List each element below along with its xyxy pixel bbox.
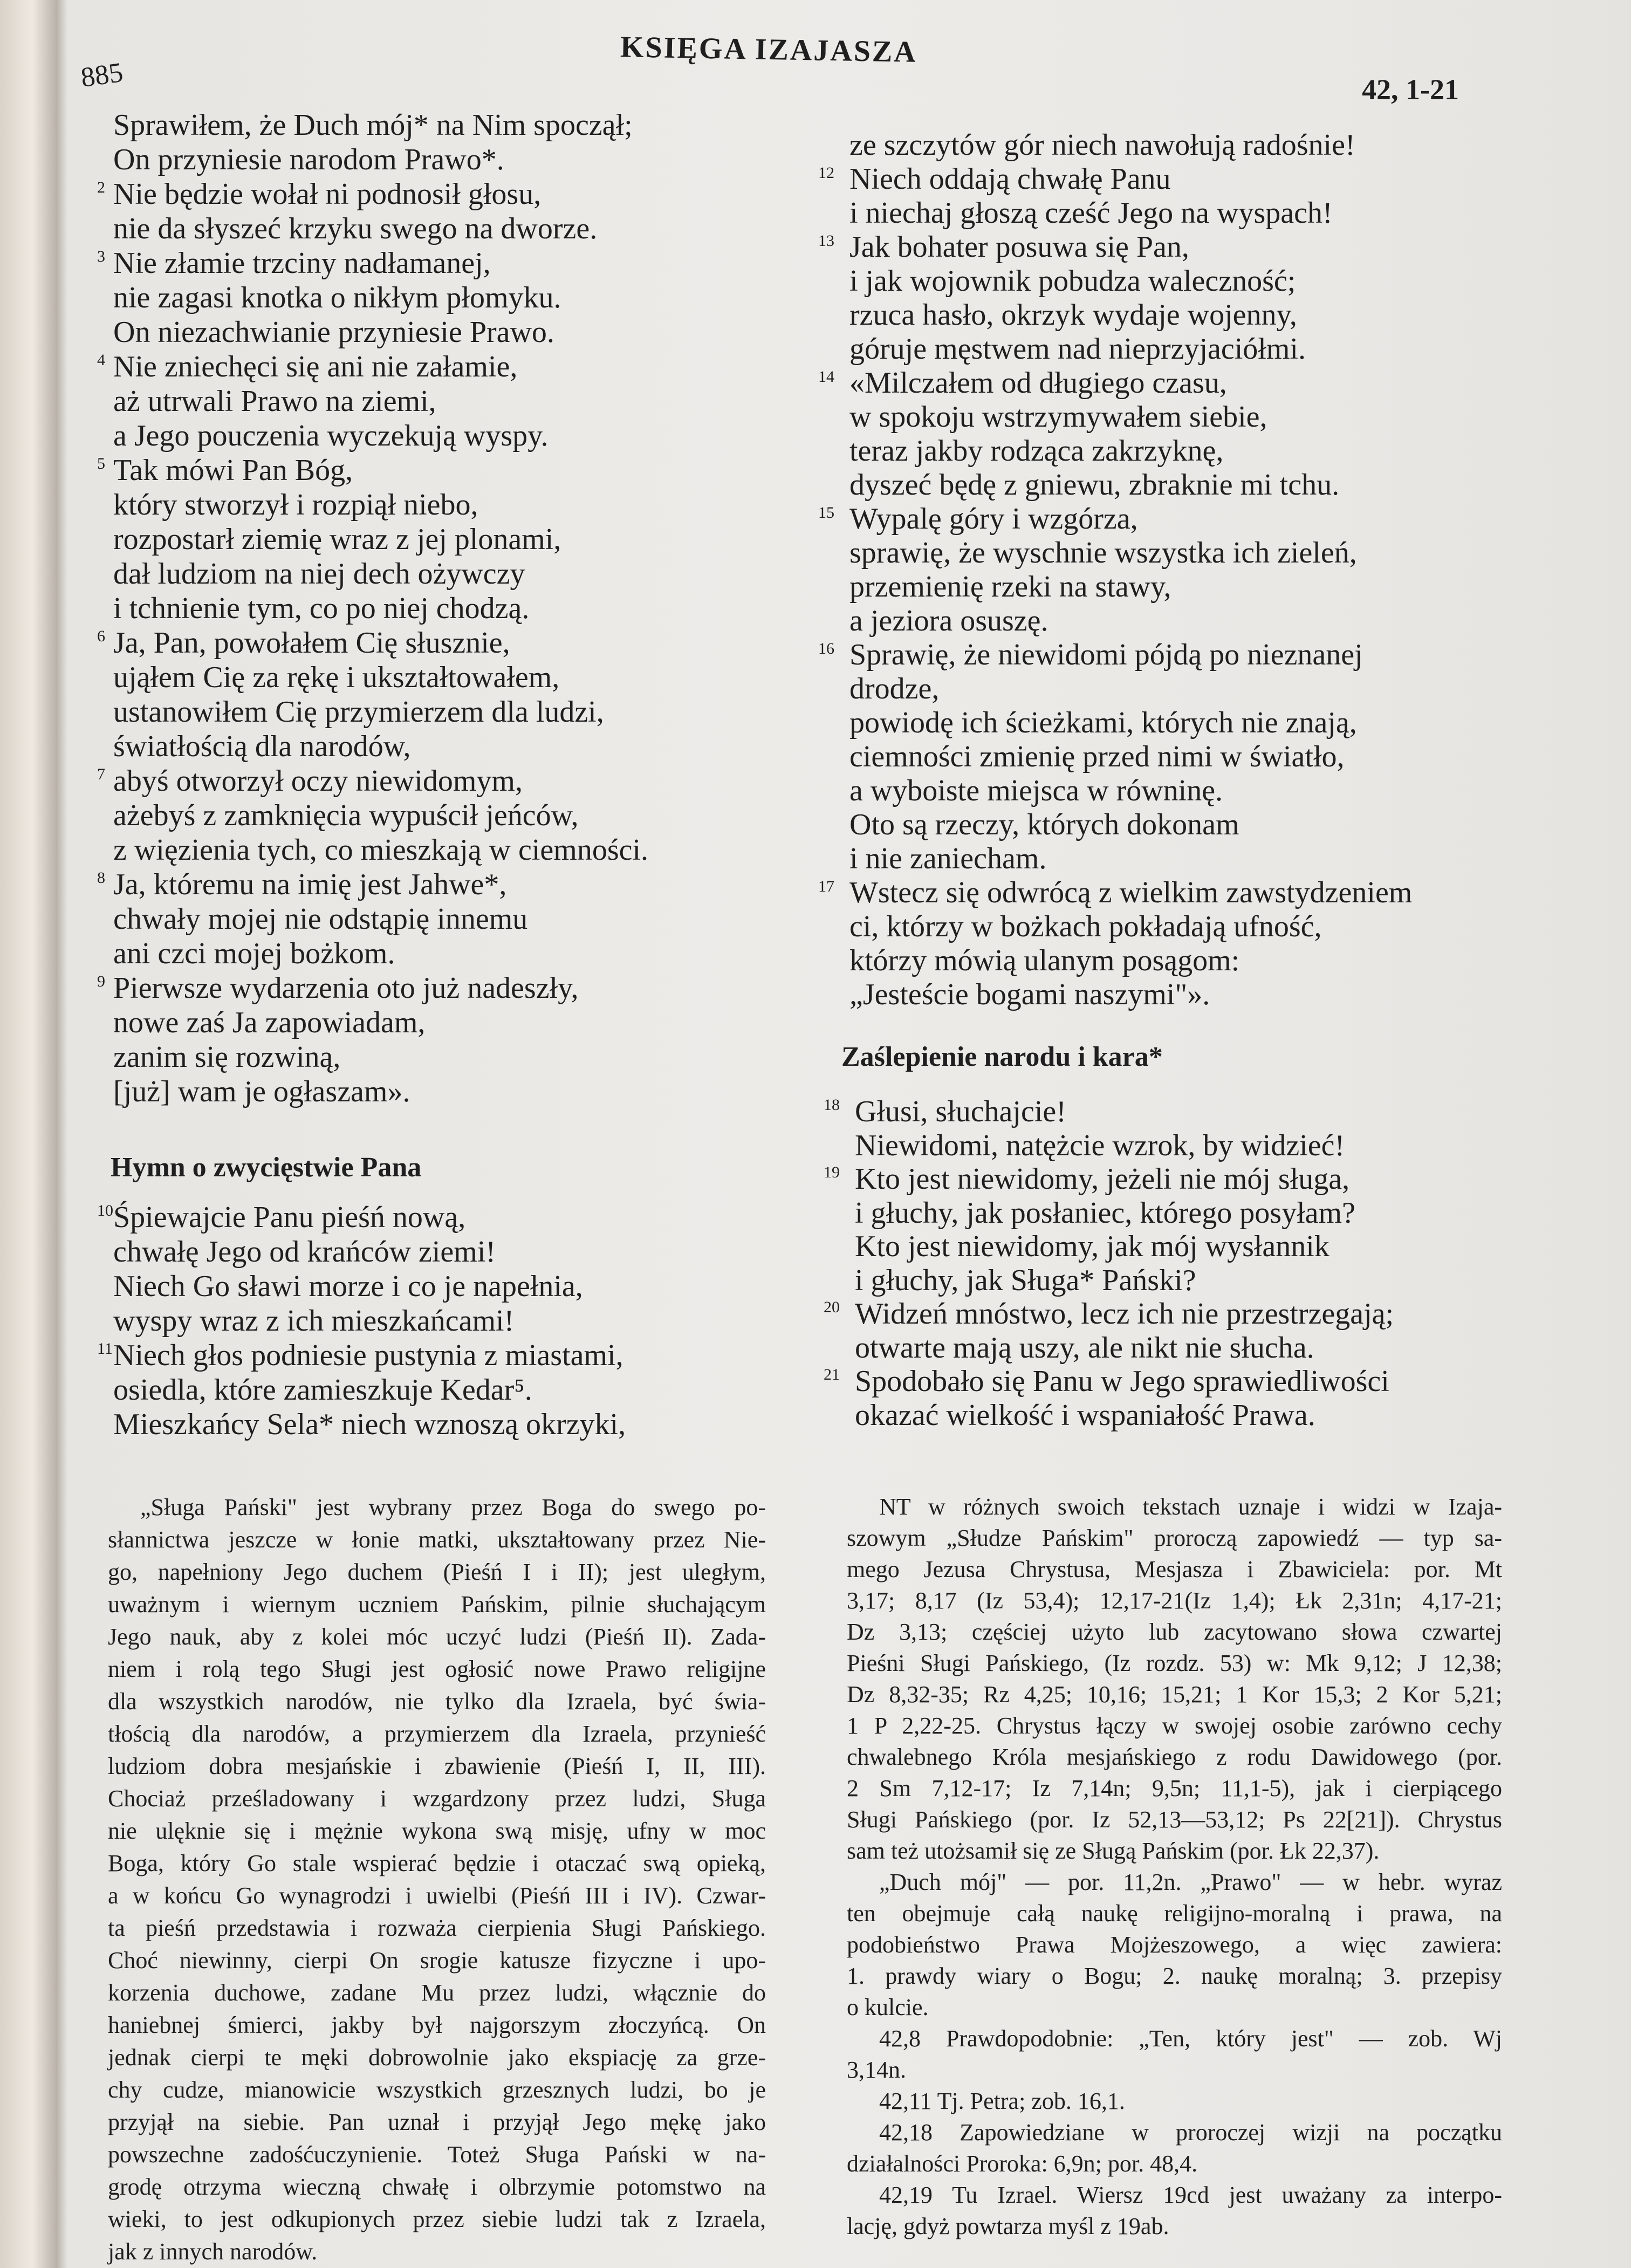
verse-text: wyspy wraz z ich mieszkańcami!	[113, 1304, 515, 1338]
verse-line	[97, 867, 777, 902]
verse-line	[97, 1338, 777, 1373]
verse-line	[849, 128, 1502, 162]
footnote-line: Chociaż prześladowany i wzgardzony przez ludzi, Sługa	[108, 1785, 766, 1812]
footnote-line: ta pieśń przedstawia i rozważa cierpienia Sługi Pańskiego.	[108, 1915, 766, 1941]
footnote-line: przyjął na siebie. Pan uznał i przyjął Jego mękę jako	[108, 2109, 766, 2135]
right-verses-blindness	[824, 1095, 1502, 1432]
page-number: 885	[79, 57, 125, 94]
verse-text: powiodę ich ścieżkami, których nie znają,	[849, 706, 1357, 739]
verse-text: a jeziora osuszę.	[849, 604, 1048, 638]
verse-line	[97, 626, 777, 660]
verse-text: Niewidomi, natężcie wzrok, by widzieć!	[855, 1128, 1345, 1162]
verse-line	[849, 706, 1502, 740]
verse-text: „Jesteście bogami naszymi"».	[849, 978, 1210, 1011]
verse-text: i głuchy, jak posłaniec, którego posyłam?	[855, 1196, 1355, 1230]
verse-text: Śpiewajcie Panu pieśń nową,	[113, 1201, 466, 1234]
verse-text: Głusi, słuchajcie!	[855, 1095, 1066, 1128]
footnote-line: 42,11 Tj. Petra; zob. 16,1.	[879, 2088, 1125, 2114]
verse-line	[855, 1196, 1502, 1230]
verse-line	[855, 1230, 1502, 1264]
verse-line	[113, 591, 777, 626]
section-heading-hymn: Hymn o zwycięstwie Pana	[111, 1152, 422, 1183]
footnote-line: 42,18 Zapowiedziane w proroczej wizji na początku	[879, 2119, 1502, 2146]
footnote-line: nie ulęknie się i mężnie wykona swą misję, ufny w moc	[108, 1818, 766, 1844]
verse-number: 19	[824, 1163, 840, 1181]
verse-line	[818, 638, 1502, 672]
verse-text: rozpostarł ziemię wraz z jej plonami,	[113, 523, 561, 556]
verse-line	[849, 604, 1502, 638]
verse-number: 14	[818, 368, 834, 386]
verse-text: Pierwsze wydarzenia oto już nadeszły,	[113, 971, 579, 1005]
footnote-line: grodę otrzyma wieczną chwałę i olbrzymie potomstwo na	[108, 2174, 766, 2200]
footnote-line: działalności Proroka: 6,9n; por. 48,4.	[847, 2150, 1198, 2177]
verse-text: ze szczytów gór niech nawołują radośnie!	[849, 128, 1355, 162]
footnote-line: Sługi Pańskiego (por. Iz 52,13—53,12; Ps 22[21]). Chrystus	[847, 1806, 1502, 1833]
footnote-line: jak z innych narodów.	[108, 2238, 318, 2265]
verse-line	[113, 384, 777, 419]
verse-text: [już] wam je ogłaszam».	[113, 1075, 410, 1108]
verse-line	[97, 246, 777, 280]
verse-number: 15	[818, 504, 834, 522]
footnote-line: chwalebnego Króla mesjańskiego z rodu Dawidowego (por.	[847, 1744, 1502, 1770]
verse-line	[855, 1129, 1502, 1163]
verse-text: Nie złamie trzciny nadłamanej,	[113, 246, 491, 280]
footnote-line: o kulcie.	[847, 1994, 929, 2020]
footnote-line: jednak cierpi te męki dobrowolnie jako ekspiację za grze-	[108, 2044, 766, 2071]
footnote-line: ten obejmuje całą naukę religijno-moralną i prawa, na	[847, 1900, 1502, 1927]
footnote-line: podobieństwo Prawa Mojżeszowego, a więc zawiera:	[847, 1931, 1502, 1958]
verse-text: i tchnienie tym, co po niej chodzą.	[113, 592, 530, 625]
verse-line	[113, 1235, 777, 1269]
verse-line	[849, 298, 1502, 332]
verse-line	[849, 264, 1502, 298]
verse-number: 13	[818, 232, 834, 250]
verse-text: Jak bohater posuwa się Pan,	[849, 230, 1189, 264]
verse-text: ciemności zmienię przed nimi w światło,	[849, 740, 1345, 773]
verse-text: On przyniesie narodom Prawo*.	[113, 143, 504, 176]
verse-line	[113, 1040, 777, 1074]
verse-text: Spodobało się Panu w Jego sprawiedliwości	[855, 1365, 1389, 1398]
footnote-line: a w końcu Go wynagrodzi i uwielbi (Pieśń III i IV). Czwar-	[108, 1882, 766, 1909]
verse-line	[824, 1162, 1502, 1196]
verse-line	[855, 1399, 1502, 1433]
footnote-line: szowym „Słudze Pańskim" proroczą zapowiedź — typ sa-	[847, 1525, 1502, 1551]
verse-line	[113, 142, 777, 177]
verse-text: i nie zaniecham.	[849, 842, 1047, 875]
footnote-line: powszechne zadośćuczynienie. Toteż Sługa Pański w na-	[108, 2141, 766, 2168]
footnote-line: go, napełniony Jego duchem (Pieśń I i II); jest uległym,	[108, 1559, 766, 1585]
verse-line	[818, 502, 1502, 536]
verse-text: chwały mojej nie odstąpię innemu	[113, 902, 528, 936]
verse-text: abyś otworzył oczy niewidomym,	[113, 764, 523, 798]
verse-line	[849, 944, 1502, 978]
verse-number: 5	[97, 455, 105, 472]
footnote-line: 3,17; 8,17 (Iz 53,4); 12,17-21(Iz 1,4); Łk 2,31n; 4,17-21;	[847, 1587, 1502, 1614]
verse-text: ująłem Cię za rękę i ukształtowałem,	[113, 661, 560, 694]
verse-line	[113, 1407, 777, 1442]
verse-line	[849, 978, 1502, 1012]
verse-line	[113, 419, 777, 453]
verse-number: 11	[97, 1340, 113, 1358]
verse-text: Nie zniechęci się ani nie załamie,	[113, 350, 518, 383]
verse-line	[849, 332, 1502, 366]
verse-line	[113, 1074, 777, 1109]
footnote-line: ludziom dobra mesjańskie i zbawienie (Pieśń I, II, III).	[108, 1753, 766, 1779]
verse-line	[824, 1365, 1502, 1399]
verse-line	[849, 468, 1502, 502]
verse-line	[849, 808, 1502, 842]
verse-number: 6	[97, 627, 105, 645]
verse-text: dał ludziom na niej dech ożywczy	[113, 557, 525, 591]
verse-line	[97, 971, 777, 1005]
footnote-line: mego Jezusa Chrystusa, Mesjasza i Zbawiciela: por. Mt	[847, 1556, 1502, 1582]
verse-text: Wypalę góry i wzgórza,	[849, 502, 1138, 536]
verse-number: 20	[824, 1298, 840, 1316]
verse-line	[855, 1264, 1502, 1298]
verse-line	[113, 211, 777, 246]
verse-text: światłością dla narodów,	[113, 730, 411, 763]
verse-number: 17	[818, 878, 834, 895]
verse-line	[113, 315, 777, 350]
verse-text: i jak wojownik pobudza waleczność;	[849, 264, 1296, 298]
footnote-line: tłością dla narodów, a przymierzem dla Izraela, przynieść	[108, 1721, 766, 1747]
verse-text: Oto są rzeczy, których dokonam	[849, 808, 1239, 841]
verse-text: góruje męstwem nad nieprzyjaciółmi.	[849, 332, 1306, 366]
verse-text: Widzeń mnóstwo, lecz ich nie przestrzegają;	[855, 1297, 1394, 1331]
verse-number: 12	[818, 164, 834, 182]
verse-line	[113, 695, 777, 729]
verse-line	[818, 162, 1502, 196]
verse-text: Niech oddają chwałę Panu	[849, 162, 1171, 196]
footnote-line: Choć niewinny, cierpi On srogie katusze fizyczne i upo-	[108, 1947, 766, 1974]
footnote-line: uważnym i wiernym uczniem Pańskim, pilnie słuchającym	[108, 1591, 766, 1618]
verse-line	[113, 557, 777, 591]
verse-number: 7	[97, 765, 105, 783]
verse-line	[849, 400, 1502, 434]
verse-text: nowe zaś Ja zapowiadam,	[113, 1006, 426, 1039]
verse-line	[97, 177, 777, 211]
footnote-line: Dz 3,13; częściej użyto lub zacytowano słowa czwartej	[847, 1619, 1502, 1645]
verse-text: dyszeć będę z gniewu, zbraknie mi tchu.	[849, 468, 1340, 502]
verse-number: 21	[824, 1366, 840, 1383]
verse-text: Sprawiłem, że Duch mój* na Nim spoczął;	[113, 108, 633, 142]
verse-line	[849, 196, 1502, 230]
verse-text: a wyboiste miejsca w równinę.	[849, 774, 1223, 807]
footnote-line: 3,14n.	[847, 2057, 906, 2083]
verse-text: z więzienia tych, co mieszkają w ciemności.	[113, 833, 649, 867]
verse-text: Ja, któremu na imię jest Jahwe*,	[113, 868, 507, 901]
verse-line	[113, 108, 777, 142]
footnote-line: Dz 8,32-35; Rz 4,25; 10,16; 15,21; 1 Kor 15,3; 2 Kor 5,21;	[847, 1681, 1502, 1708]
section-heading-blindness: Zaślepienie narodu i kara*	[841, 1042, 1163, 1072]
verse-line	[849, 842, 1502, 876]
footnote-line: 2 Sm 7,12-17; Iz 7,14n; 9,5n; 11,1-5), jak i cierpiącego	[847, 1775, 1502, 1801]
footnote-line: słannictwa jeszcze w łonie matki, ukształtowany przez Nie-	[108, 1526, 766, 1553]
verse-line	[849, 434, 1502, 468]
verse-text: chwałę Jego od krańców ziemi!	[113, 1235, 496, 1269]
verse-line	[849, 672, 1502, 706]
verse-text: Kto jest niewidomy, jeżeli nie mój sługa,	[855, 1162, 1350, 1196]
verse-line	[113, 833, 777, 867]
verse-number: 4	[97, 351, 105, 369]
verse-text: który stworzył i rozpiął niebo,	[113, 488, 478, 522]
verse-text: drodze,	[849, 672, 940, 705]
verse-text: zanim się rozwiną,	[113, 1040, 341, 1074]
verse-text: w spokoju wstrzymywałem siebie,	[849, 400, 1267, 434]
verse-text: osiedla, które zamieszkuje Kedar⁵.	[113, 1373, 532, 1407]
verse-line	[818, 876, 1502, 910]
verse-text: okazać wielkość i wspaniałość Prawa.	[855, 1398, 1315, 1432]
verse-text: sprawię, że wyschnie wszystka ich zieleń,	[849, 536, 1357, 570]
verse-number: 9	[97, 972, 105, 990]
verse-number: 2	[97, 179, 105, 196]
verse-text: ci, którzy w bożkach pokładają ufność,	[849, 910, 1322, 943]
footnote-line: niem i rolą tego Sługi jest ogłosić nowe Prawo religijne	[108, 1656, 766, 1682]
verse-line	[849, 536, 1502, 570]
footnote-line: 1 P 2,22-25. Chrystus łączy w swojej osobie zarówno cechy	[847, 1712, 1502, 1739]
verse-line	[855, 1331, 1502, 1365]
verse-line	[824, 1297, 1502, 1331]
verse-line	[113, 280, 777, 315]
verse-line	[113, 729, 777, 764]
verse-line	[97, 453, 777, 488]
footnote-line: „Duch mój" — por. 11,2n. „Prawo" — w hebr. wyraz	[879, 1869, 1502, 1895]
verse-line	[849, 910, 1502, 944]
verse-text: Kto jest niewidomy, jak mój wysłannik	[855, 1230, 1330, 1263]
footnote-line: chy cudze, mianowicie wszystkich grzesznych ludzi, bo je	[108, 2077, 766, 2103]
verse-text: nie zagasi knotka o nikłym płomyku.	[113, 281, 561, 314]
left-verses-hymn	[97, 1200, 777, 1442]
verse-line	[849, 570, 1502, 604]
verse-text: ani czci mojej bożkom.	[113, 937, 395, 970]
verse-line	[97, 350, 777, 384]
footnote-line: korzenia duchowe, zadane Mu przez ludzi, włącznie do	[108, 1979, 766, 2006]
verse-text: przemienię rzeki na stawy,	[849, 570, 1171, 604]
footnote-line: haniebnej śmierci, jakby był najgorszym złoczyńcą. On	[108, 2012, 766, 2038]
verse-text: nie da słyszeć krzyku swego na dworze.	[113, 212, 598, 245]
verse-text: a Jego pouczenia wyczekują wyspy.	[113, 419, 549, 453]
verse-text: Mieszkańcy Sela* niech wznoszą okrzyki,	[113, 1408, 626, 1441]
footnote-line: lację, gdyż powtarza myśl z 19ab.	[847, 2213, 1169, 2239]
verse-text: Niech Go sławi morze i co je napełnia,	[113, 1270, 583, 1303]
verse-line	[113, 1005, 777, 1040]
verse-text: którzy mówią ulanym posągom:	[849, 944, 1240, 977]
verse-text: Wstecz się odwrócą z wielkim zawstydzeniem	[849, 876, 1413, 909]
verse-line	[113, 1269, 777, 1304]
verse-number: 8	[97, 869, 105, 887]
verse-line	[824, 1095, 1502, 1129]
verse-line	[113, 1304, 777, 1338]
verse-text: On niezachwianie przyniesie Prawo.	[113, 316, 554, 349]
verse-line	[849, 774, 1502, 808]
verse-line	[97, 764, 777, 798]
verse-text: Nie będzie wołał ni podnosił głosu,	[113, 177, 542, 211]
verse-line	[113, 936, 777, 971]
footnote-line: 1. prawdy wiary o Bogu; 2. naukę moralną; 3. przepisy	[847, 1963, 1502, 1989]
verse-text: Ja, Pan, powołałem Cię słusznie,	[113, 626, 510, 660]
verse-line	[849, 740, 1502, 774]
verse-text: otwarte mają uszy, ale nikt nie słucha.	[855, 1331, 1314, 1365]
verse-line	[113, 798, 777, 833]
verse-text: ustanowiłem Cię przymierzem dla ludzi,	[113, 695, 604, 729]
footnote-line: 42,19 Tu Izrael. Wiersz 19cd jest uważany za interpo-	[879, 2182, 1502, 2208]
verse-text: Niech głos podniesie pustynia z miastami,	[113, 1339, 623, 1372]
verse-line	[113, 1373, 777, 1407]
verse-line	[818, 366, 1502, 400]
footnote-line: Pieśni Sługi Pańskiego, (Iz rozdz. 53) w: Mk 9,12; J 12,38;	[847, 1650, 1502, 1676]
chapter-reference: 42, 1-21	[1362, 73, 1459, 106]
footnote-line: NT w różnych swoich tekstach uznaje i widzi w Izaja-	[879, 1493, 1502, 1520]
verse-number: 18	[824, 1096, 840, 1114]
verse-text: aż utrwali Prawo na ziemi,	[113, 385, 436, 418]
verse-line	[113, 488, 777, 522]
verse-text: Sprawię, że niewidomi pójdą po nieznanej	[849, 638, 1363, 672]
verse-line	[97, 1200, 777, 1235]
verse-line	[113, 660, 777, 695]
verse-number: 3	[97, 248, 105, 265]
right-verses	[818, 128, 1502, 1012]
verse-number: 10	[97, 1202, 113, 1219]
footnotes-left	[108, 1491, 766, 2268]
verse-line	[113, 902, 777, 936]
verse-line	[113, 522, 777, 557]
footnote-line: wieki, to jest odkupionych przez siebie ludzi tak z Izraela,	[108, 2206, 766, 2232]
footnote-line: Boga, który Go stale wspierać będzie i otaczać swą opieką,	[108, 1850, 766, 1876]
verse-text: rzuca hasło, okrzyk wydaje wojenny,	[849, 298, 1297, 332]
verse-text: teraz jakby rodząca zakrzyknę,	[849, 434, 1224, 468]
verse-text: Tak mówi Pan Bóg,	[113, 454, 353, 487]
verse-text: i niechaj głoszą cześć Jego na wyspach!	[849, 196, 1333, 230]
footnotes-right	[847, 1491, 1502, 2242]
verse-text: «Milczałem od długiego czasu,	[849, 366, 1227, 400]
footnote-line: dla wszystkich narodów, nie tylko dla Izraela, być świa-	[108, 1688, 766, 1715]
running-head: KSIĘGA IZAJASZA	[620, 30, 918, 69]
verse-line	[818, 230, 1502, 264]
footnote-line: „Sługa Pański" jest wybrany przez Boga do swego po-	[140, 1494, 766, 1520]
footnote-line: 42,8 Prawdopodobnie: „Ten, który jest" — zob. Wj	[879, 2025, 1502, 2052]
footnote-line: sam też utożsamił się ze Sługą Pańskim (por. Łk 22,37).	[847, 1838, 1380, 1864]
footnote-line: Jego nauk, aby z kolei móc uczyć ludzi (Pieśń II). Zada-	[108, 1623, 766, 1650]
left-verses	[97, 108, 777, 1109]
verse-text: i głuchy, jak Sługa* Pański?	[855, 1263, 1196, 1297]
verse-text: ażebyś z zamknięcia wypuścił jeńców,	[113, 799, 579, 832]
verse-number: 16	[818, 640, 834, 657]
